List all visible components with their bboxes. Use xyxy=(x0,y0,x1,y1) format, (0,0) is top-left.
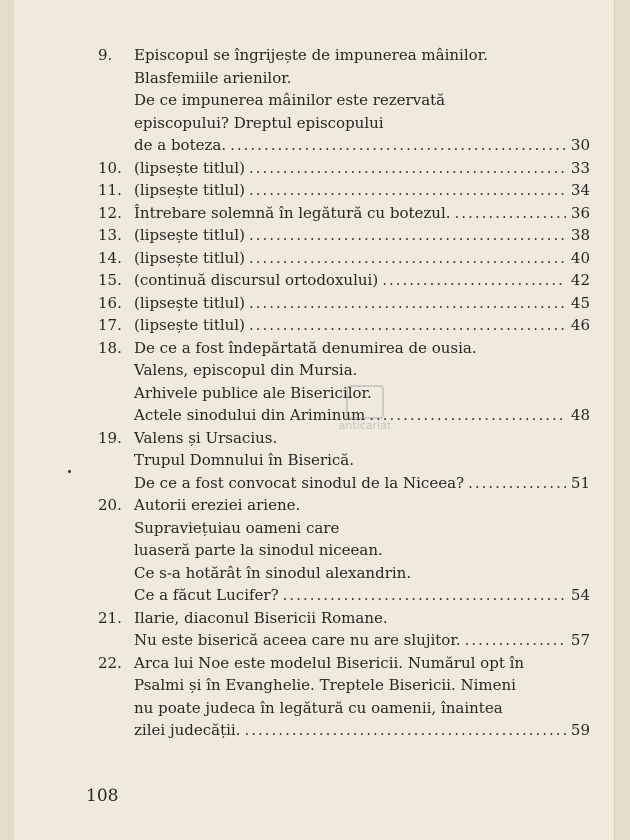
toc-entry xyxy=(98,179,590,202)
toc-entry-title: Ilarie, diaconul Bisericii Romane. xyxy=(134,608,388,627)
toc-page-number: 42 xyxy=(570,271,590,289)
toc-page-number: 30 xyxy=(570,136,590,154)
toc-entry-number: 9. xyxy=(98,46,113,64)
watermark-logo-icon xyxy=(346,385,384,419)
toc-line xyxy=(98,562,590,585)
toc-entry-title: episcopului? Dreptul episcopului xyxy=(134,113,384,132)
toc-entry-number: 17. xyxy=(98,316,122,334)
toc-page-number: 40 xyxy=(570,248,590,267)
toc-line xyxy=(98,517,590,540)
toc-line xyxy=(98,67,590,90)
toc-entry-title: (lipsește titlul) xyxy=(134,226,245,244)
toc-entry-title: (continuă discursul ortodoxului) xyxy=(134,271,379,289)
toc-line xyxy=(98,494,590,517)
toc-line xyxy=(98,44,590,67)
toc-page-number: 51 xyxy=(570,473,590,492)
dot-leader xyxy=(249,314,566,337)
toc-line xyxy=(98,314,590,337)
toc-line xyxy=(98,697,590,720)
toc-entry-title: de a boteza. xyxy=(134,136,227,154)
dot-leader xyxy=(455,202,566,225)
toc-entry xyxy=(98,269,590,292)
dot-leader xyxy=(283,584,566,607)
dot-leader xyxy=(249,247,566,270)
toc-line xyxy=(98,134,590,157)
toc-line xyxy=(98,292,590,315)
toc-entry-number: 19. xyxy=(98,428,122,447)
page-number: 108 xyxy=(86,786,119,806)
watermark xyxy=(310,385,420,445)
toc-entry xyxy=(98,607,590,652)
toc-entry-title: (lipsește titlul) xyxy=(134,158,245,177)
toc-entry-number: 12. xyxy=(98,203,122,222)
toc-line xyxy=(98,539,590,562)
toc-entry xyxy=(98,157,590,180)
dot-leader xyxy=(249,292,566,315)
toc-line xyxy=(98,719,590,742)
toc-entry-number: 21. xyxy=(98,608,122,627)
toc-entry-title: Actele sinodului din Ariminum xyxy=(134,406,366,424)
ink-speck xyxy=(68,470,71,473)
toc-entry-number: 10. xyxy=(98,158,122,177)
toc-line xyxy=(98,472,590,495)
toc-entry-title: Autorii ereziei ariene. xyxy=(134,496,301,514)
toc-entry-number: 20. xyxy=(98,496,122,514)
toc-page-number: 59 xyxy=(570,721,590,739)
toc-entry-title: Trupul Domnului în Biserică. xyxy=(134,451,354,469)
toc-entry xyxy=(98,314,590,337)
toc-page-number: 54 xyxy=(570,586,590,604)
toc-entry-title: Supraviețuiau oameni care xyxy=(134,518,340,537)
toc-entry-title: Ce s-a hotărât în sinodul alexandrin. xyxy=(134,563,412,582)
dot-leader xyxy=(468,472,566,495)
toc-entry-title: nu poate judeca în legătură cu oamenii, înaintea xyxy=(134,698,503,717)
toc-entry-title: Psalmi și în Evanghelie. Treptele Bisericii. Nimeni xyxy=(134,676,516,694)
toc-entry-title: (lipsește titlul) xyxy=(134,316,245,334)
toc-line xyxy=(98,202,590,225)
toc-line xyxy=(98,584,590,607)
toc-page-number: 34 xyxy=(570,181,590,199)
toc-line xyxy=(98,674,590,697)
toc-entry-title: Nu este biserică aceea care nu are slujitor. xyxy=(134,631,461,649)
toc-entry-title: zilei judecății. xyxy=(134,721,241,739)
toc-entry-title: (lipsește titlul) xyxy=(134,293,245,312)
toc-page-number: 57 xyxy=(570,631,590,649)
toc-entry-title: De ce impunerea mâinilor este rezervată xyxy=(134,91,446,109)
toc-entry-number: 18. xyxy=(98,338,122,357)
toc-line xyxy=(98,629,590,652)
toc-line xyxy=(98,224,590,247)
toc-line xyxy=(98,112,590,135)
toc-entry-number: 14. xyxy=(98,248,122,267)
toc-page-number: 36 xyxy=(570,203,590,222)
toc-page-number: 48 xyxy=(570,406,590,424)
toc-entry-title: Episcopul se îngrijește de impunerea mâinilor. xyxy=(134,46,488,64)
toc-entry xyxy=(98,44,590,157)
toc-entry xyxy=(98,224,590,247)
toc-entry-title: Arhivele publice ale Bisericilor. xyxy=(134,383,372,402)
book-page xyxy=(14,0,614,840)
dot-leader xyxy=(249,157,566,180)
toc-entry-title: Întrebare solemnă în legătură cu botezul. xyxy=(134,203,451,222)
dot-leader xyxy=(382,269,566,292)
toc-entry xyxy=(98,652,590,742)
toc-line xyxy=(98,359,590,382)
toc-line xyxy=(98,247,590,270)
toc-page-number: 45 xyxy=(570,293,590,312)
toc-entry-number: 22. xyxy=(98,653,122,672)
toc-entry-title: (lipsește titlul) xyxy=(134,181,245,199)
toc-line xyxy=(98,157,590,180)
dot-leader xyxy=(244,719,566,742)
toc-entry-number: 13. xyxy=(98,226,122,244)
toc-entry-title: luaseră parte la sinodul niceean. xyxy=(134,541,383,559)
toc-entry-title: De ce a fost îndepărtată denumirea de ousia. xyxy=(134,338,477,357)
toc-line xyxy=(98,337,590,360)
toc-entry-number: 15. xyxy=(98,271,122,289)
toc-line xyxy=(98,269,590,292)
toc-entry-number: 11. xyxy=(98,181,122,199)
toc-entry-title: Valens și Ursacius. xyxy=(134,428,278,447)
toc-entry-title: (lipsește titlul) xyxy=(134,248,245,267)
toc-line xyxy=(98,607,590,630)
toc-entry-title: Arca lui Noe este modelul Bisericii. Numărul opt în xyxy=(134,653,525,672)
toc-entry xyxy=(98,202,590,225)
toc-entry-title: Ce a făcut Lucifer? xyxy=(134,586,279,604)
dot-leader xyxy=(465,629,566,652)
dot-leader xyxy=(249,179,566,202)
toc-page-number: 33 xyxy=(570,158,590,177)
dot-leader xyxy=(230,134,566,157)
dot-leader xyxy=(249,224,566,247)
toc-entry-number: 16. xyxy=(98,293,122,312)
toc-entry-title: Valens, episcopul din Mursia. xyxy=(134,361,358,379)
toc-line xyxy=(98,652,590,675)
toc-entry-title: Blasfemiile arienilor. xyxy=(134,68,292,87)
toc-entry xyxy=(98,247,590,270)
toc-entry xyxy=(98,494,590,607)
watermark-text: anticariat xyxy=(338,419,392,432)
toc-page-number: 46 xyxy=(570,316,590,334)
toc-line xyxy=(98,179,590,202)
toc-line xyxy=(98,449,590,472)
toc-line xyxy=(98,89,590,112)
toc-entry-title: De ce a fost convocat sinodul de la Niceea? xyxy=(134,473,465,492)
toc-page-number: 38 xyxy=(570,226,590,244)
toc-entry xyxy=(98,292,590,315)
